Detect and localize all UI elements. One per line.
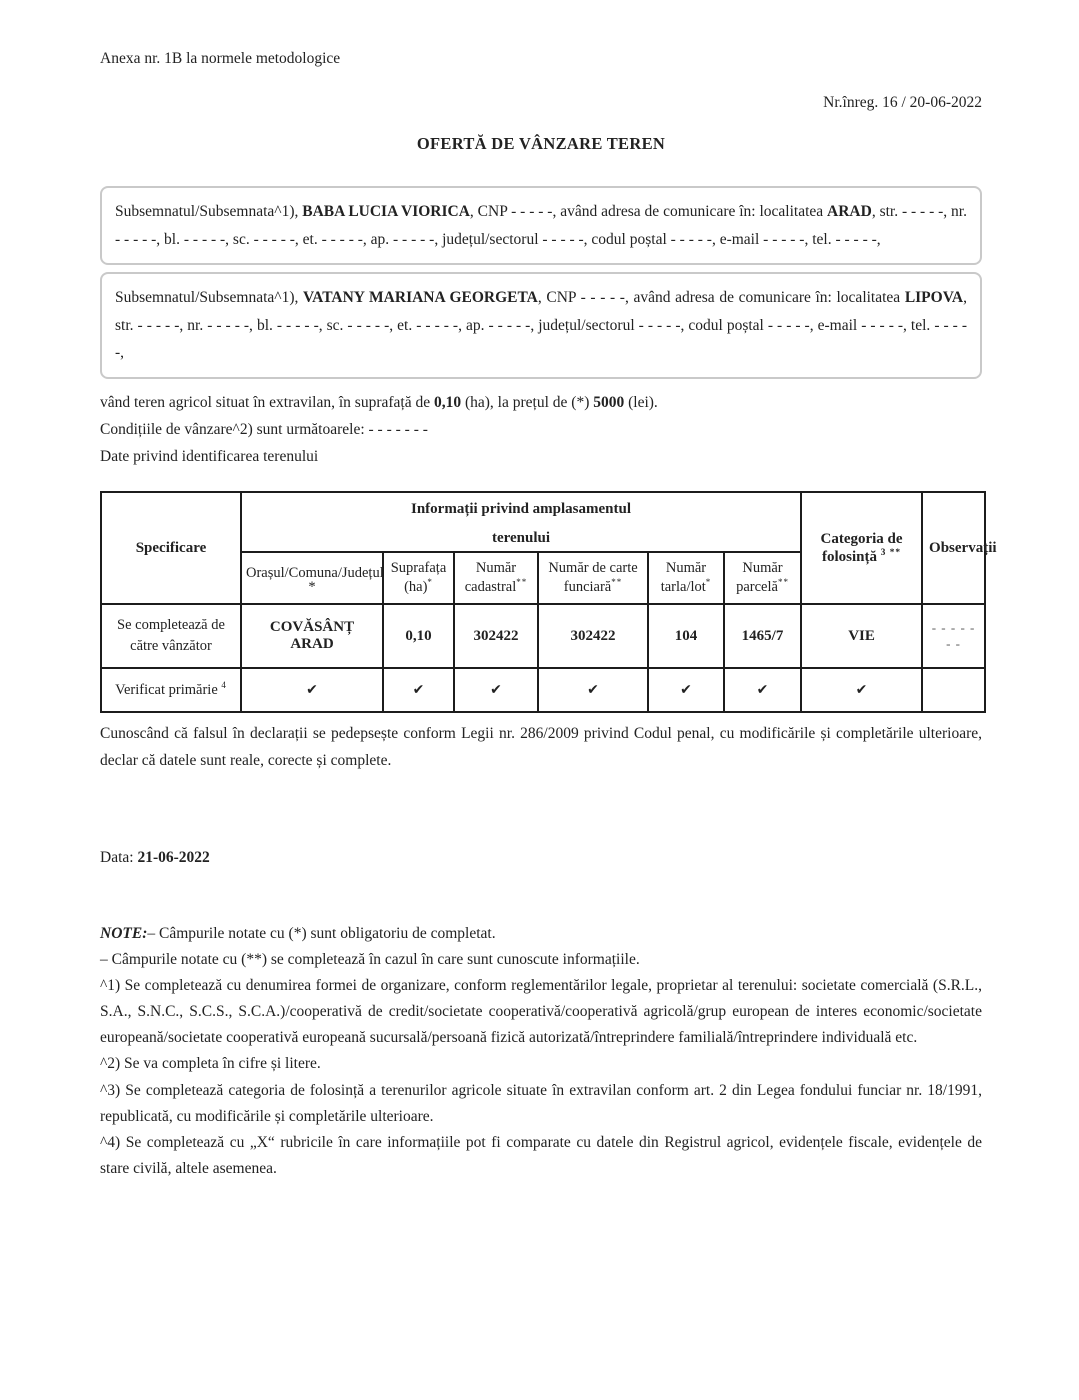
- land-identification-heading: Date privind identificarea terenului: [100, 448, 319, 466]
- info-group-line1: Informații privind amplasamentul: [411, 501, 632, 518]
- cell-suprafata: 0,10: [383, 604, 454, 668]
- cell-tarla-lot: 104: [648, 604, 724, 668]
- seller-2-locality: LIPOVA: [904, 289, 964, 307]
- notes-section: [100, 921, 982, 1183]
- cell-parcela: 1465/7: [724, 604, 801, 668]
- row-label-verified: [101, 668, 241, 712]
- subheader-carte-funciara: [538, 552, 648, 604]
- note-line-5: ^3) Se completează categoria de folosință a terenurilor agricole situate în extravilan conform art. 2 din Legea fondului funciar nr. 18/1991, republicată, cu modificările și completările ulterioare.: [100, 1081, 982, 1125]
- cell-locality: [241, 604, 383, 668]
- subheader-mark: *: [427, 577, 433, 588]
- subheader-label: Orașul/Comuna/Județul: [246, 564, 384, 581]
- note-line-6: ^4) Se completează cu „X“ rubricile în care informațiile pot fi comparate cu datele din Registrul agricol, evidențele fiscale, evidențele de stare civilă, altele asemenea.: [100, 1134, 982, 1178]
- subheader-label: Număr de carte funciară: [548, 559, 638, 596]
- col-header-categoria: [801, 492, 922, 604]
- note-line-3: ^1) Se completează cu denumirea formei de organizare, conform reglementărilor legale, proprietar al terenului: societate comercială (S.R.L., S.A., S.N.C., S.C.S., S.C.A.)/cooperativă de credit/societate cooperativă/cooperativă agricolă/grup european de interes economic/societate europeană/societate cooperativă europeană sucursală/persoană fizică autorizată/întreprindere familială/întreprindere individuală etc.: [100, 976, 982, 1047]
- categoria-label: Categoria de folosință: [820, 530, 903, 565]
- subheader-label: Suprafața (ha): [390, 559, 447, 596]
- check-icon: ✔: [383, 668, 454, 712]
- subheader-label: Număr cadastral: [464, 559, 517, 596]
- check-icon: ✔: [648, 668, 724, 712]
- sale-line: [100, 389, 982, 416]
- verified-label: Verificat primărie: [115, 681, 222, 698]
- note-label: NOTE:: [100, 924, 148, 942]
- declaration-paragraph: Cunoscând că falsul în declarații se pedepsește conform Legii nr. 286/2009 privind Codul penal, cu modificările și completările ulterioare, declar că datele sunt reale, corecte și complete.: [100, 725, 982, 770]
- check-icon: ✔: [454, 668, 538, 712]
- col-header-info-group: [241, 492, 801, 552]
- date-label: Data:: [100, 848, 138, 866]
- cell-categoria: VIE: [801, 604, 922, 668]
- seller-1-locality: ARAD: [827, 203, 872, 220]
- check-icon: ✔: [538, 668, 648, 712]
- subheader-mark: **: [516, 577, 528, 588]
- cell-carte-funciara: 302422: [538, 604, 648, 668]
- land-identification-table: [100, 491, 997, 713]
- subheader-tarla-lot: [648, 552, 724, 604]
- subheader-label: Număr tarla/lot: [660, 559, 707, 596]
- categoria-superscript: 3 **: [880, 547, 902, 558]
- sale-text-2: (ha), la prețul de (*): [461, 393, 594, 411]
- subheader-mark: **: [611, 577, 623, 588]
- col-header-specificare: Specificare: [101, 492, 241, 604]
- sale-area-value: 0,10: [433, 393, 462, 411]
- col-header-observatii: Observații: [922, 492, 985, 604]
- row-label-seller: Se completează de către vânzător: [101, 604, 241, 668]
- cell-observatii: - - - - - - -: [922, 604, 985, 668]
- annex-note: Anexa nr. 1B la normele metodologice: [100, 50, 341, 67]
- note-text-1: – Câmpurile notate cu (*) sunt obligatoriu de completat.: [147, 924, 496, 942]
- check-icon: ✔: [724, 668, 801, 712]
- subheader-numar-cadastral: [454, 552, 538, 604]
- check-icon: ✔: [241, 668, 383, 712]
- table-row-verified: [101, 668, 985, 712]
- subheader-label: Număr parcelă: [736, 559, 783, 596]
- date-value: 21-06-2022: [137, 848, 210, 866]
- seller-1-box: [100, 186, 982, 265]
- sale-paragraph: [100, 389, 982, 470]
- seller-2-cnp-address: , CNP - - - - -, având adresa de comunicare în: localitatea: [537, 289, 905, 307]
- note-line-4: ^2) Se va completa în cifre și litere.: [100, 1055, 321, 1073]
- seller-2-name: VATANY MARIANA GEORGETA: [302, 289, 538, 307]
- cell-locality-county: ARAD: [290, 636, 334, 653]
- sale-price-value: 5000: [593, 393, 625, 411]
- subheader-oras-comuna-judet: [241, 552, 383, 604]
- subheader-mark: **: [777, 577, 789, 588]
- info-group-line2: terenului: [491, 530, 551, 547]
- note-line-1: [100, 921, 982, 947]
- subheader-mark: *: [308, 578, 316, 595]
- sale-conditions-line: Condițiile de vânzare^2) sunt următoarele: - - - - - - -: [100, 421, 428, 439]
- cell-numar-cadastral: 302422: [454, 604, 538, 668]
- sale-text-3: (lei).: [624, 393, 658, 411]
- note-line-2: – Câmpurile notate cu (**) se completează în cazul în care sunt cunoscute informațiile.: [100, 950, 640, 968]
- date-line: [100, 849, 982, 867]
- verified-superscript: 4: [221, 679, 227, 690]
- seller-1-name: BABA LUCIA VIORICA: [302, 203, 470, 220]
- seller-1-intro: Subsemnatul/Subsemnata^1),: [115, 203, 303, 220]
- check-icon: ✔: [801, 668, 922, 712]
- seller-2-box: [100, 272, 982, 379]
- sale-text: vând teren agricol situat în extravilan, în suprafață de: [100, 393, 434, 411]
- seller-1-address-fields: , str. - - - - -, nr. - - - - -, bl. - - - - -, sc. - - - - -, et. - - - - -, ap. - - - - -, județul/sectorul - - - - -, codul poștal - - - - -, e-mail - - - - -, tel. - - - - -,: [115, 203, 967, 248]
- subheader-suprafata: [383, 552, 454, 604]
- page-title: OFERTĂ DE VÂNZARE TEREN: [416, 134, 666, 153]
- subheader-mark: *: [705, 577, 712, 588]
- seller-1-cnp-address: , CNP - - - - -, având adresa de comunicare în: localitatea: [469, 203, 828, 220]
- table-row-seller-data: [101, 604, 985, 668]
- seller-2-address-fields: , str. - - - - -, nr. - - - - -, bl. - - - - -, sc. - - - - -, et. - - - - -, ap. - - - - -, județul/sectorul - - - - -, codul poștal - - - - -, e-mail - - - - -, tel. - - - - -,: [115, 289, 967, 362]
- cell-locality-city: COVĂSÂNȚ: [269, 619, 355, 636]
- registration-number: Nr.înreg. 16 / 20-06-2022: [823, 94, 982, 111]
- seller-2-intro: Subsemnatul/Subsemnata^1),: [115, 289, 303, 307]
- subheader-parcela: [724, 552, 801, 604]
- cell-observatii-empty: [922, 668, 985, 712]
